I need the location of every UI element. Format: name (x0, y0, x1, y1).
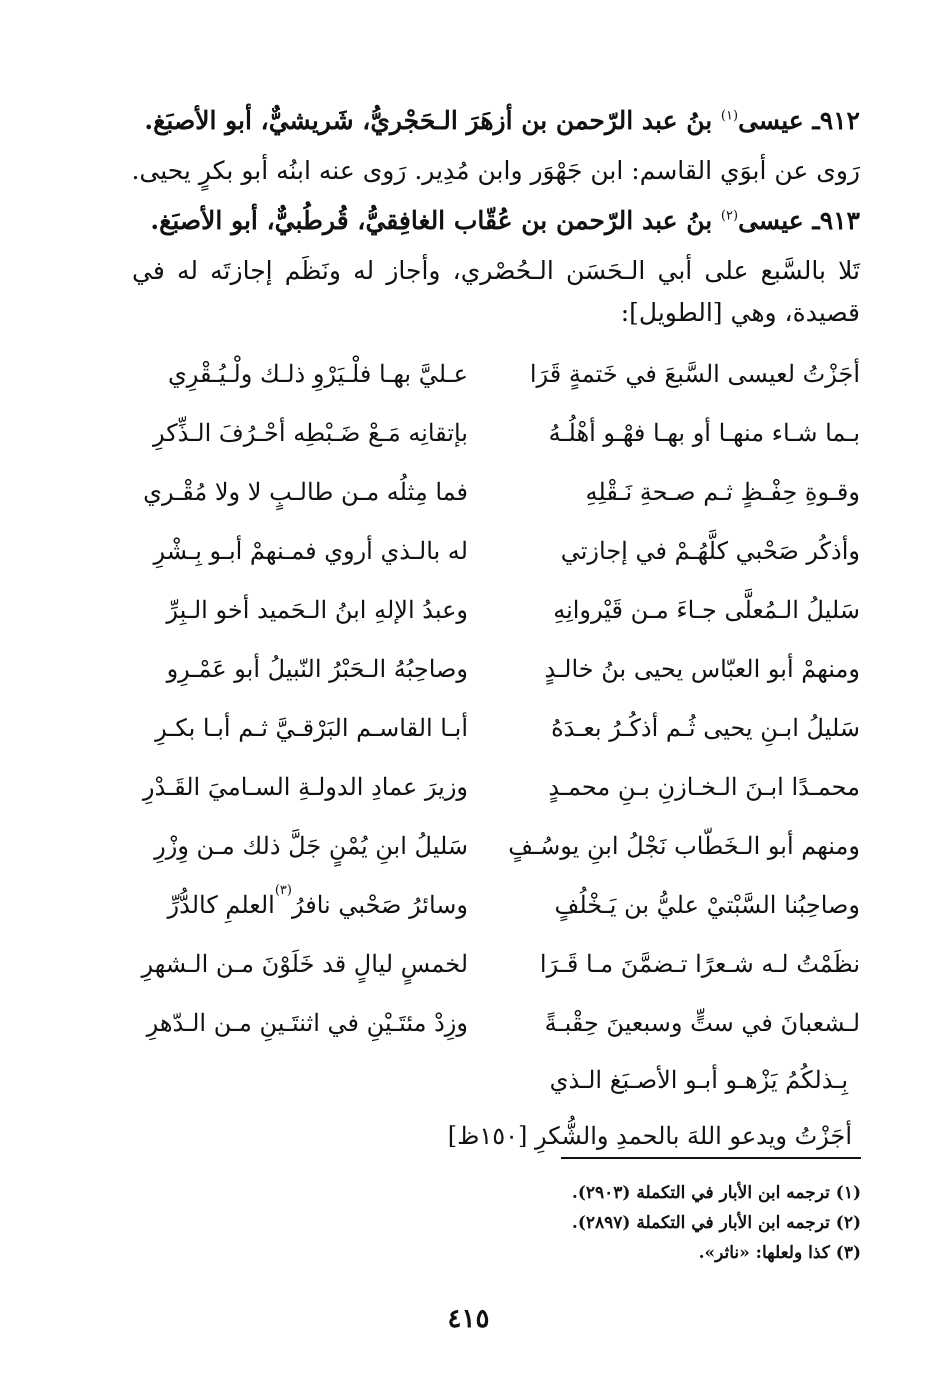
poem-closing-line: بِـذلكُمُ يَزْهـو أبـو الأصـبَغ الـذي (549, 1066, 848, 1094)
poem-verse (132, 403, 860, 462)
hemistich-left: بإتقانِه مَـعْ ضَـبْطِه أحْـرُفَ الـذِّكرِ (153, 418, 468, 447)
hemistich-left: وعبدُ الإلهِ ابنُ الـحَميد أخو الـبِرِّ (166, 595, 468, 624)
footnote-separator (561, 1157, 861, 1159)
entry-rest: بنُ عبد الرّحمن بن عُقّاب الغافِقيُّ، قُرطُبيٌّ، أبو الأصبَغ. (150, 206, 721, 235)
poem-verse (132, 521, 860, 580)
poem-verse (132, 580, 860, 639)
poem-verse (132, 639, 860, 698)
main-text (132, 96, 860, 1164)
hemistich-left: أبـا القاسـم البَرْقـيَّ ثـم أبـا بكـرِ (155, 713, 468, 742)
entry-rest: بنُ عبد الرّحمن بن أزهَرَ الـحَجْريُّ، شَريشيٌّ، أبو الأصبَغ. (144, 106, 721, 135)
hemistich-left: عـليَّ بهـا فلْـيَرْوِ ذلـك ولْـيُـقْرِي (167, 359, 468, 388)
hemistich-left: وزِدْ مئتَـيْنِ في اثنتَـينِ مـن الـدّهرِ (146, 1008, 468, 1037)
entry-912-heading (132, 96, 860, 146)
entry-913-heading (132, 196, 860, 246)
entry-name: ٩١٣ـ عيسى (738, 206, 860, 235)
hemistich-left-rest: العلمِ كالدُّرِّ (167, 890, 275, 919)
hemistich-right: ومنهمْ أبو العبّاس يحيى بنُ خالـدٍ (544, 654, 860, 683)
poem-verse (132, 934, 860, 993)
footnote: (٣) كذا ولعلها: «ناثر». (698, 1243, 861, 1263)
hemistich-left: فما مِثلُه مـن طالـبٍ لا ولا مُقْـري (143, 477, 468, 506)
hemistich-left-text: وسائرُ صَحْبي نافرُ (291, 890, 468, 919)
footnote: (١) ترجمه ابن الأبار في التكملة (٢٩٠٣). (571, 1183, 861, 1203)
poem-verse (132, 993, 860, 1052)
page-number: ٤١٥ (447, 1304, 490, 1334)
hemistich-left: سَليلُ ابنِ يُمْنٍ جَلَّ ذلك مـن وِزْرِ (154, 831, 468, 860)
hemistich-right: محمـدًا ابـنَ الـخـازنِ بـنِ محمـدٍ (548, 772, 860, 801)
hemistich-right: بـما شـاء منهـا أو بهـا فهْـو أهْلُـهُ (548, 418, 860, 447)
poem-verse (132, 698, 860, 757)
entry-913-body: تَلا بالسَّبع على أبي الـحَسَن الـحُصْري، وأجاز له ونَظَم إجازتَه له في قصيدة، وهي [الطويل]: (132, 256, 860, 327)
footnotes (141, 1178, 861, 1268)
footnote-ref: (٢) (720, 208, 739, 224)
poem-verse (132, 757, 860, 816)
poem-verse (132, 816, 860, 875)
hemistich-right: سَليلُ الـمُعلَّى جـاءَ مـن قَيْروانِهِ (553, 595, 860, 624)
footnote: (٢) ترجمه ابن الأبار في التكملة (٢٨٩٧). (571, 1213, 861, 1233)
hemistich-right: أجَزْتُ لعيسى السَّبعَ في خَتمةٍ قَرَا (529, 359, 860, 388)
footnote-ref: (٣) (274, 882, 292, 898)
poem-verse (132, 344, 860, 403)
hemistich-right: وأذكُر صَحْبي كلَّهُـمْ في إجازتي (560, 536, 860, 565)
entry-912-body: رَوى عن أبوَي القاسم: ابن جَهْوَر وابن مُدِير. رَوى عنه ابنُه أبو بكرٍ يحيى. (131, 156, 860, 185)
hemistich-left: لخمسٍ ليالٍ قد خَلَوْنَ مـن الـشهرِ (141, 949, 468, 978)
poem-verse (132, 875, 860, 934)
hemistich-right: نظَمْتُ لـه شـعرًا تـضمَّنَ مـا قَـرَا (539, 949, 860, 978)
hemistich-left (132, 882, 468, 919)
hemistich-left: وصاحِبُهُ الـحَبْرُ النّبيلُ أبو عَمْـرِو (166, 654, 468, 683)
hemistich-left: وزيرَ عمادِ الدولـةِ السـاميَ القَـدْرِ (142, 772, 468, 801)
hemistich-right: وقـوةِ حِفْـظٍ ثـم صـحةِ نَـقْلِهِ (585, 477, 860, 506)
hemistich-left: له بالـذي أروي فمـنهمْ أبـو بِـشْرِ (153, 536, 468, 565)
hemistich-right: لـشعبانَ في ستٍّ وسبعينَ حِقْبـةً (544, 1008, 860, 1037)
entry-name: ٩١٢ـ عيسى (738, 106, 860, 135)
hemistich-right: وصاحِبُنا السَّبْتيْ عليُّ بن يَـخْلُفٍ (554, 890, 860, 919)
hemistich-right: ومنهم أبو الـخَطّاب نَجْلُ ابنِ يوسُـفٍ (508, 831, 860, 860)
hemistich-right: سَليلُ ابـنِ يحيى ثُـم أذكُـرُ بعـدَهُ (551, 713, 860, 742)
footnote-ref: (١) (720, 108, 739, 124)
poem-final-line: أجَزْتُ ويدعو اللهَ بالحمدِ والشُّكرِ [١٥٠ظ] (447, 1122, 852, 1150)
poem (132, 344, 860, 1164)
poem-verse (132, 462, 860, 521)
